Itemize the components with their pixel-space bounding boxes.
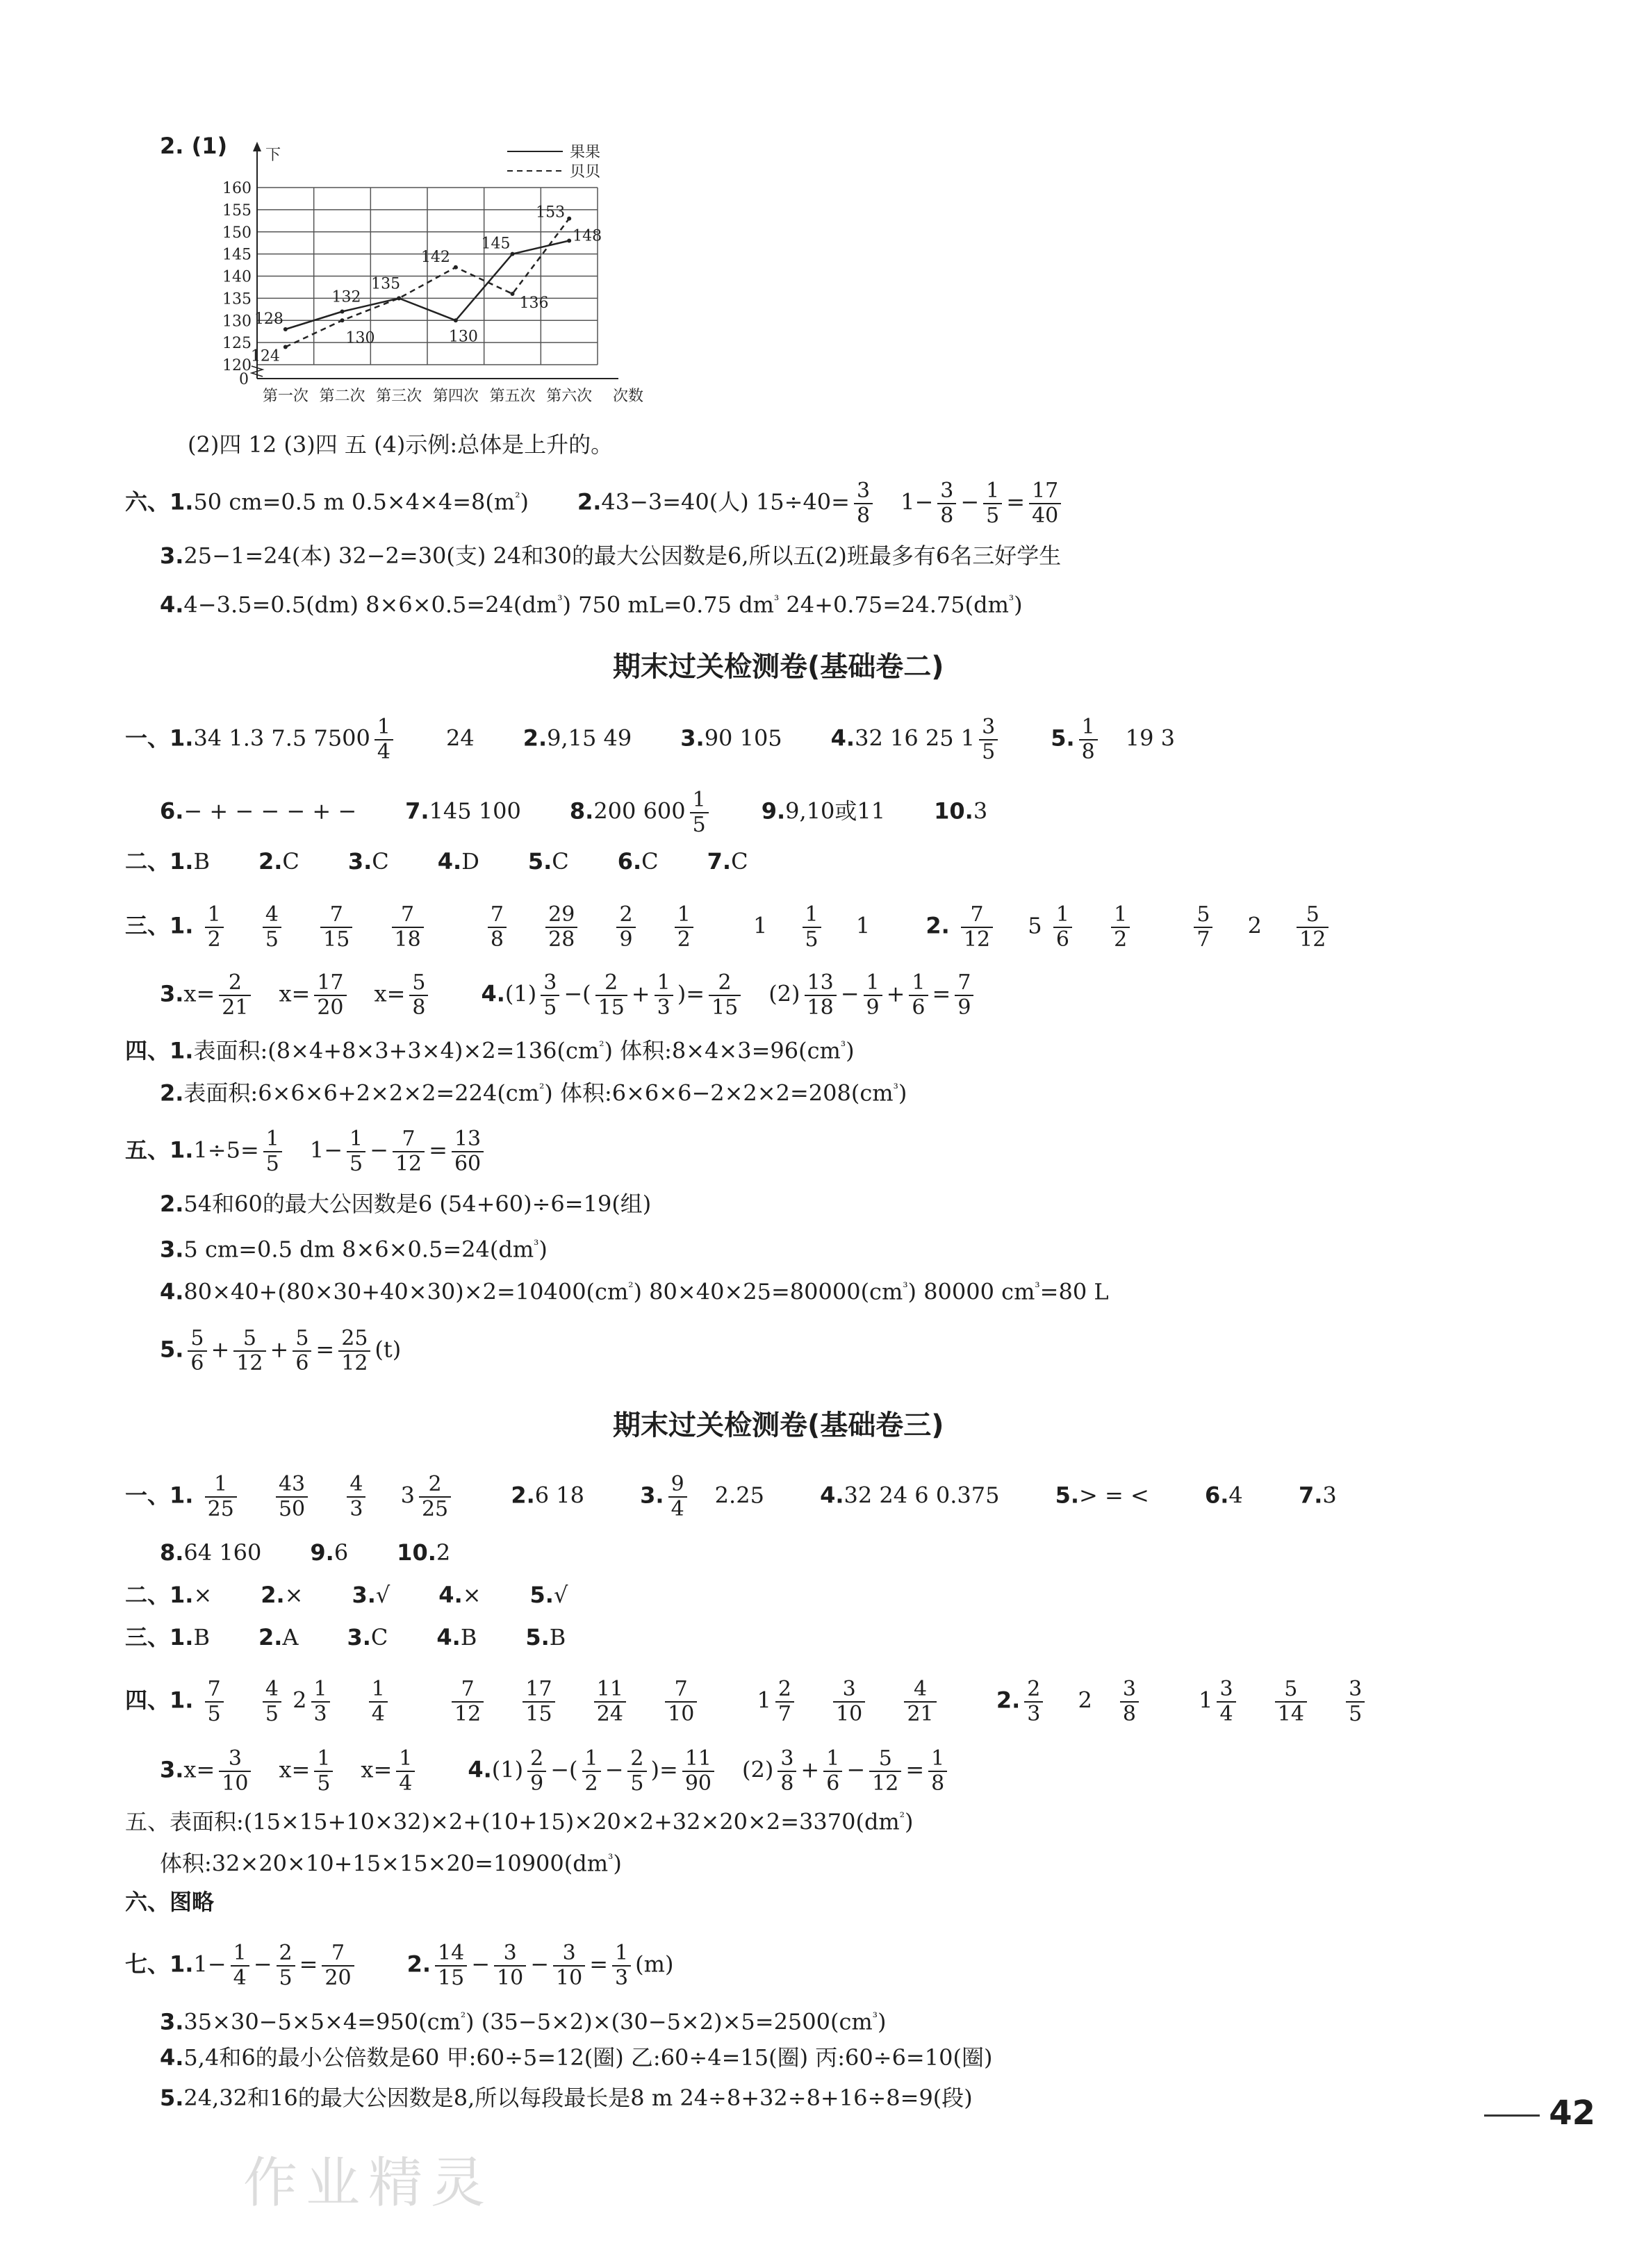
t2-row-7: 2.表面积$:6\times 6\times 6+2\times 2\times 2=224(cm^{^2})$ 体积$:6\times 6\times 6-2\times 2\times 2=208(cm^{^3})$	[160, 1079, 907, 1107]
t3-row-9: 六、图略	[125, 1889, 215, 1915]
y-tick-label: 135	[222, 290, 252, 308]
data-point	[283, 327, 288, 331]
section-title-3: 期末过关检测卷(基础卷三)	[613, 1409, 944, 1441]
legend-label: 贝贝	[570, 163, 601, 181]
s6-line-2: 3.25−1=24(本) 32−2=30(支) 24和30的最大公因数是6,所以五(2)班最多有6名三好学生	[160, 543, 1062, 569]
x-tick-label: 第五次	[489, 388, 536, 405]
data-label: 142	[420, 248, 450, 266]
data-point	[397, 296, 401, 300]
x-tick-label: 第一次	[262, 388, 309, 405]
t2-row-12: 5. $\frac{5}{6}$ + $\frac{5}{12}$ + $\frac{5}{6}$ = $\frac{25}{12}$ (t)	[160, 1326, 402, 1375]
line-chart	[208, 139, 709, 417]
x-axis-label: 次数	[612, 388, 644, 405]
section-title-2: 期末过关检测卷(基础卷二)	[613, 651, 944, 683]
s6-line-3: 4.4−3.5=0.5(dm) $8\times 6\times 0.5=24(dm^{^3})$ 750 mL=0.75 $dm^{^3}$ $24+0.75=24.75(dm^{^3})$	[160, 591, 1023, 618]
legend-label: 果果	[570, 144, 601, 161]
data-point	[567, 217, 571, 221]
t2-row-11: $4.80\times 40+(80\times 30+40\times 30)\times 2=10400(cm^{^2})$ $80\times 40\times 25=80000(cm^{^3})$ 80000 $cm^{^3}=80$ L	[160, 1278, 1109, 1305]
page-number: 42	[1549, 2094, 1595, 2133]
fraction: $\frac{3}{5}$	[979, 715, 998, 764]
data-point	[283, 345, 288, 349]
data-label: 135	[371, 275, 401, 293]
data-label: 145	[481, 235, 511, 253]
t2-row-2: 6.− + − − − + − 7.145 100 8.200 600 $\frac{1}{5}$ 9.9,10或11 10.3	[160, 788, 988, 837]
t2-row-5: 3.x= $\frac{2}{21}$ x= $\frac{17}{20}$ x= $\frac{5}{8}$ 4.(1) $\frac{3}{5}$ −( $\frac{2}{15}$ + $\frac{1}{3}$ )= $\frac{2}{15}$ (2) $\frac{13}{18}$ − $\frac{1}{9}$ + $\frac{1}{6}$ = $\frac{7}{9}$	[160, 971, 978, 1020]
t3-row-11: $3.35\times 30-5\times 5\times 4=950(cm^{^2})$ $(35-5\times 2)\times(30-5\times 2)\times 5=2500(cm^{^3})$	[160, 2008, 887, 2035]
fraction: $\frac{1}{8}$	[1079, 715, 1098, 764]
t3-row-1: 一、1. $\frac{1}{25}$ $\frac{43}{50}$ $\frac{4}{3}$ 3 $\frac{2}{25}$ 2.6 18 3. $\frac{9}{4}$ 2.25 4.32 24 6 0.375 5.> = < 6.4 7.3	[125, 1472, 1337, 1521]
data-point	[511, 292, 515, 296]
fraction: $\frac{1}{5}$	[983, 479, 1002, 528]
fraction: $\frac{3}{8}$	[854, 479, 873, 528]
t3-row-6: 3.x= $\frac{3}{10}$ x= $\frac{1}{5}$ x= $\frac{1}{4}$ 4.(1) $\frac{2}{9}$ −( $\frac{1}{2}$ − $\frac{2}{5}$ )= $\frac{11}{90}$ (2) $\frac{3}{8}$ + $\frac{1}{6}$ − $\frac{5}{12}$ = $\frac{1}{8}$	[160, 1747, 951, 1796]
chart-question-label: 2. (1)	[160, 133, 228, 159]
y-tick-label: 150	[222, 224, 252, 242]
y-axis-arrow	[253, 142, 261, 151]
data-label: 148	[573, 227, 602, 245]
y-tick-label: 155	[222, 201, 252, 220]
t2-row-9: 2.54和60的最大公因数是6 (54+60)÷6=19(组)	[160, 1191, 652, 1217]
x-tick-label: 第六次	[546, 388, 593, 405]
data-point	[340, 310, 345, 314]
t3-row-12: 4.5,4和6的最小公倍数是60 甲:60÷5=12(圈) 乙:60÷4=15(圈) 丙:60÷6=10(圈)	[160, 2044, 993, 2071]
y-tick-label: 125	[222, 335, 252, 353]
t2-row-1: 一、1.34 1.3 7.5 7500 $\frac{1}{4}$ 24 2.9,15 49 3.90 105 4.32 16 25 1 $\frac{3}{5}$ 5. $\frac{1}{8}$ 19 3	[125, 715, 1175, 764]
t3-row-5: 四、1. $\frac{7}{5}$ $\frac{4}{5}$ 2 $\frac{1}{3}$ $\frac{1}{4}$ $\frac{7}{12}$ $\frac{17}{15}$ $\frac{11}{24}$ $\frac{7}{10}$ 1 $\frac{2}{7}$ $\frac{3}{10}$ $\frac{4}{21}$ 2. $\frac{2}{3}$ 2 $\frac{3}{8}$ 1 $\frac{3}{4}$ $\frac{5}{14}$ $\frac{3}{5}$	[125, 1678, 1369, 1726]
t2-row-3: 二、1.B 2.C 3.C 4.D 5.C 6.C 7.C	[125, 848, 748, 875]
data-point	[567, 239, 571, 243]
data-point	[340, 318, 345, 322]
y-axis-label: 下	[265, 147, 281, 164]
t3-row-10: 七、1.1− $\frac{1}{4}$ − $\frac{2}{5}$ = $\frac{7}{20}$ 2. $\frac{14}{15}$ − $\frac{3}{10}$ − $\frac{3}{10}$ = $\frac{1}{3}$ (m)	[125, 1941, 674, 1990]
t3-row-2: 8.64 160 9.6 10.2	[160, 1539, 451, 1566]
data-point	[454, 318, 458, 322]
page-number-rule	[1484, 2114, 1540, 2117]
y-tick-label: 145	[222, 246, 252, 264]
fraction: $\frac{1}{4}$	[375, 715, 393, 764]
t2-row-6: 四、1.表面积$:(8\times 4+8\times 3+3\times 4)\times 2=136(cm^{^2})$ 体积$:8\times 4\times 3=96(cm^{^3})$	[125, 1037, 855, 1064]
data-label: 124	[250, 347, 280, 365]
t3-row-4: 三、1.B 2.A 3.C 4.B 5.B	[125, 1624, 566, 1650]
y-tick-label: 120	[222, 357, 252, 374]
t2-row-4: 三、1. $\frac{1}{2}$ $\frac{4}{5}$ $\frac{7}{15}$ $\frac{7}{18}$ $\frac{7}{8}$ $\frac{29}{28}$ $\frac{2}{9}$ $\frac{1}{2}$ 1 $\frac{1}{5}$ 1 2. $\frac{7}{12}$ 5 $\frac{1}{6}$ $\frac{1}{2}$ $\frac{5}{7}$ 2 $\frac{5}{12}$	[125, 903, 1333, 952]
data-label: 132	[331, 288, 361, 306]
t2-row-10: 3.5 cm=0.5 dm $8\times 6\times 0.5=24(dm^{^3})$	[160, 1236, 548, 1263]
data-point	[454, 265, 458, 270]
data-label: 136	[519, 295, 549, 312]
y-tick-label: 160	[222, 180, 252, 197]
fraction: $\frac{1}{5}$	[690, 788, 709, 837]
s6-line-1: 六、1.50 cm=0.5 m $0.5\times 4\times 4=8(m^{^2})$ 2.43−3=40(人) 15÷40= $\frac{3}{8}$ 1− $\frac{3}{8}$ − $\frac{1}{5}$ = $\frac{17}{40}$	[125, 479, 1065, 528]
watermark: 作业精灵	[243, 2152, 494, 2215]
data-label: 128	[254, 311, 283, 328]
chart-answers-line: (2)四 12 (3)四 五 (4)示例:总体是上升的。	[188, 431, 614, 458]
t2-row-8: 五、1.1÷5= $\frac{1}{5}$ 1− $\frac{1}{5}$ − $\frac{7}{12}$ = $\frac{13}{60}$	[125, 1127, 488, 1176]
t3-row-7: 五、表面积$:(15\times 15+10\times 32)\times 2+(10+15)\times 20\times 2+32\times 20\times 2=3370(dm^{^2})$	[125, 1808, 914, 1835]
x-tick-label: 第三次	[376, 388, 422, 405]
origin-label: 0	[239, 371, 249, 388]
y-tick-label: 140	[222, 268, 252, 286]
x-tick-label: 第四次	[432, 388, 479, 405]
t3-row-13: 5.24,32和16的最大公因数是8,所以每段最长是8 m 24÷8+32÷8+16÷8=9(段)	[160, 2085, 973, 2111]
x-tick-label: 第二次	[319, 388, 365, 405]
t3-row-3: 二、1.× 2.× 3.√ 4.× 5.√	[125, 1582, 568, 1608]
t3-row-8: 体积$:32\times 20\times 10+15\times 15\times 20=10900(dm^{^3})$	[160, 1850, 622, 1877]
fraction: $\frac{17}{40}$	[1029, 479, 1061, 528]
axis-break	[252, 366, 263, 376]
fraction: $\frac{3}{8}$	[937, 479, 956, 528]
data-label: 130	[448, 328, 478, 346]
y-tick-label: 130	[222, 313, 252, 331]
data-label: 153	[536, 204, 566, 222]
data-label: 130	[345, 329, 375, 347]
data-point	[511, 252, 515, 256]
